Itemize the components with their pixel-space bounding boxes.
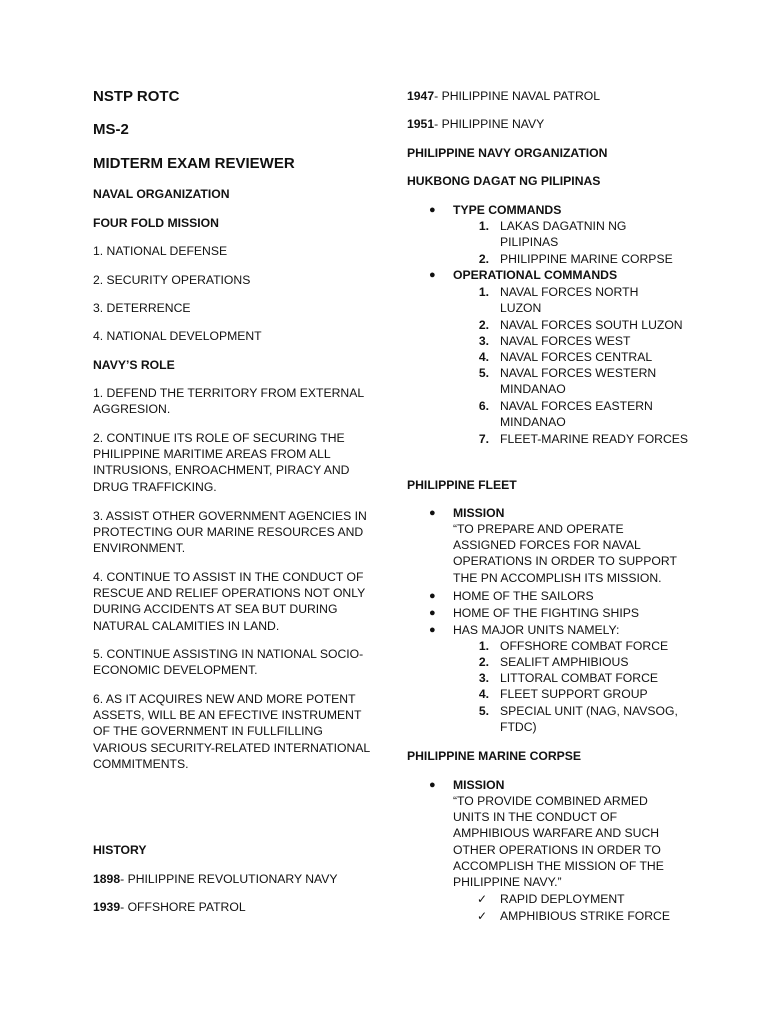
role-line: RESCUE AND RELIEF OPERATIONS NOT ONLY xyxy=(93,586,366,601)
role-line: ASSETS, WILL BE AN EFECTIVE INSTRUMENT xyxy=(93,708,362,723)
item-line: PILIPINAS xyxy=(500,235,559,250)
doc-title-nstp: NSTP ROTC xyxy=(93,88,180,105)
role-line: 3. ASSIST OTHER GOVERNMENT AGENCIES IN xyxy=(93,509,367,523)
mission-item: 3. DETERRENCE xyxy=(93,301,191,315)
item-number: 1. xyxy=(478,285,489,299)
mission-line: THE PN ACCOMPLISH ITS MISSION. xyxy=(453,570,662,585)
bullet-label: HOME OF THE FIGHTING SHIPS xyxy=(453,606,639,620)
heading-navy-role: NAVY’S ROLE xyxy=(93,358,175,372)
bullet-dot-icon: ● xyxy=(429,779,436,791)
history-year: 1947 xyxy=(407,89,435,103)
history-entry xyxy=(93,871,338,887)
mission-line: PHILIPPINE NAVY.” xyxy=(453,875,562,890)
role-line: INTRUSIONS, ENROACHMENT, PIRACY AND xyxy=(93,463,350,478)
role-line: VARIOUS SECURITY-RELATED INTERNATIONAL xyxy=(93,740,371,755)
item-line: NAVAL FORCES CENTRAL xyxy=(500,350,653,364)
history-text: - PHILIPPINE REVOLUTIONARY NAVY xyxy=(120,872,338,886)
marine-mission-text xyxy=(453,793,664,890)
role-line: 2. CONTINUE ITS ROLE OF SECURING THE xyxy=(93,431,345,445)
bullet-dot-icon: ● xyxy=(429,590,436,602)
item-line: LAKAS DAGATNIN NG xyxy=(500,219,627,233)
mission-line: ASSIGNED FORCES FOR NAVAL xyxy=(453,538,641,553)
checkmark-icon: ✓ xyxy=(477,892,488,906)
heading-pn-organization: PHILIPPINE NAVY ORGANIZATION xyxy=(407,146,608,160)
bullet-dot-icon: ● xyxy=(429,269,436,281)
history-entry xyxy=(407,88,600,104)
item-line: SPECIAL UNIT (NAG, NAVSOG, xyxy=(500,704,678,718)
item-line: FLEET-MARINE READY FORCES xyxy=(500,432,689,446)
role-item xyxy=(93,646,363,678)
mission-line: OTHER OPERATIONS IN ORDER TO xyxy=(453,842,661,857)
bullet-label: HAS MAJOR UNITS NAMELY: xyxy=(453,623,620,637)
item-number: 2. xyxy=(478,252,489,266)
heading-philippine-fleet: PHILIPPINE FLEET xyxy=(407,478,517,492)
bullet-dot-icon: ● xyxy=(429,607,436,619)
item-line: FTDC) xyxy=(500,720,537,735)
mission-line: OPERATIONS IN ORDER TO SUPPORT xyxy=(453,554,677,569)
doc-title-ms2: MS-2 xyxy=(93,121,129,138)
item-number: 6. xyxy=(478,399,489,413)
check-label: RAPID DEPLOYMENT xyxy=(500,892,625,906)
role-line: DRUG TRAFFICKING. xyxy=(93,479,217,494)
bullet-label: HOME OF THE SAILORS xyxy=(453,589,594,603)
mission-line: “TO PROVIDE COMBINED ARMED xyxy=(453,794,648,808)
doc-title-reviewer: MIDTERM EXAM REVIEWER xyxy=(93,155,295,172)
item-number: 5. xyxy=(478,366,489,380)
role-line: ECONOMIC DEVELOPMENT. xyxy=(93,663,258,678)
item-number: 3. xyxy=(478,334,489,348)
item-line: FLEET SUPPORT GROUP xyxy=(500,687,648,701)
role-line: COMMITMENTS. xyxy=(93,756,189,771)
history-text: - PHILIPPINE NAVY xyxy=(434,117,545,131)
item-number: 3. xyxy=(478,671,489,685)
mission-line: ACCOMPLISH THE MISSION OF THE xyxy=(453,858,664,873)
role-line: PHILIPPINE MARITIME AREAS FROM ALL xyxy=(93,447,331,462)
history-entry xyxy=(407,116,544,132)
role-line: OF THE GOVERNMENT IN FULLFILLING xyxy=(93,724,323,739)
role-item xyxy=(93,508,367,557)
item-number: 1. xyxy=(478,639,489,653)
history-text: - PHILIPPINE NAVAL PATROL xyxy=(434,89,601,103)
role-line: PROTECTING OUR MARINE RESOURCES AND xyxy=(93,525,364,540)
mission-item: 4. NATIONAL DEVELOPMENT xyxy=(93,329,262,343)
heading-history: HISTORY xyxy=(93,843,147,857)
item-line: NAVAL FORCES NORTH xyxy=(500,285,639,299)
role-line: 5. CONTINUE ASSISTING IN NATIONAL SOCIO- xyxy=(93,647,364,661)
item-line: SEALIFT AMPHIBIOUS xyxy=(500,655,629,669)
heading-hukbong-dagat: HUKBONG DAGAT NG PILIPINAS xyxy=(407,174,601,188)
item-line: NAVAL FORCES EASTERN xyxy=(500,399,653,413)
role-line: ENVIRONMENT. xyxy=(93,541,186,556)
bullet-label: MISSION xyxy=(453,506,505,520)
item-number: 2. xyxy=(478,655,489,669)
fleet-mission-text xyxy=(453,521,677,586)
item-number: 7. xyxy=(478,432,489,446)
bullet-label: MISSION xyxy=(453,778,505,792)
item-line: NAVAL FORCES SOUTH LUZON xyxy=(500,318,683,332)
bullet-dot-icon: ● xyxy=(429,507,436,519)
mission-item: 2. SECURITY OPERATIONS xyxy=(93,273,251,287)
item-line: PHILIPPINE MARINE CORPSE xyxy=(500,252,673,266)
history-year: 1951 xyxy=(407,117,435,131)
heading-four-fold-mission: FOUR FOLD MISSION xyxy=(93,216,219,230)
item-line: MINDANAO xyxy=(500,382,566,397)
mission-line: AMPHIBIOUS WARFARE AND SUCH xyxy=(453,826,660,841)
item-line: LUZON xyxy=(500,301,542,316)
item-line: NAVAL FORCES WESTERN xyxy=(500,366,657,380)
history-year: 1898 xyxy=(93,872,121,886)
role-item xyxy=(93,430,349,495)
role-item xyxy=(93,385,364,417)
bullet-dot-icon: ● xyxy=(429,624,436,636)
history-text: - OFFSHORE PATROL xyxy=(120,900,246,914)
item-line: MINDANAO xyxy=(500,415,566,430)
item-line: NAVAL FORCES WEST xyxy=(500,334,631,348)
bullet-label: OPERATIONAL COMMANDS xyxy=(453,268,618,282)
item-number: 5. xyxy=(478,704,489,718)
history-year: 1939 xyxy=(93,900,121,914)
mission-line: “TO PREPARE AND OPERATE xyxy=(453,522,624,536)
heading-naval-organization: NAVAL ORGANIZATION xyxy=(93,187,230,201)
mission-item: 1. NATIONAL DEFENSE xyxy=(93,244,228,258)
checkmark-icon: ✓ xyxy=(477,909,488,923)
role-line: NATURAL CALAMITIES IN LAND. xyxy=(93,618,280,633)
role-item xyxy=(93,691,370,772)
role-line: DURING ACCIDENTS AT SEA BUT DURING xyxy=(93,602,338,617)
bullet-dot-icon: ● xyxy=(429,204,436,216)
role-line: 4. CONTINUE TO ASSIST IN THE CONDUCT OF xyxy=(93,570,364,584)
heading-marine-corpse: PHILIPPINE MARINE CORPSE xyxy=(407,749,582,763)
item-number: 4. xyxy=(478,350,489,364)
item-line: LITTORAL COMBAT FORCE xyxy=(500,671,659,685)
mission-line: UNITS IN THE CONDUCT OF xyxy=(453,810,618,825)
role-line: 6. AS IT ACQUIRES NEW AND MORE POTENT xyxy=(93,692,356,706)
item-number: 4. xyxy=(478,687,489,701)
role-item xyxy=(93,569,365,634)
role-line: 1. DEFEND THE TERRITORY FROM EXTERNAL xyxy=(93,386,365,400)
item-number: 1. xyxy=(478,219,489,233)
item-line: OFFSHORE COMBAT FORCE xyxy=(500,639,669,653)
role-line: AGGRESION. xyxy=(93,402,171,417)
check-label: AMPHIBIOUS STRIKE FORCE xyxy=(500,909,670,923)
bullet-label: TYPE COMMANDS xyxy=(453,203,562,217)
history-entry xyxy=(93,899,246,915)
item-number: 2. xyxy=(478,318,489,332)
